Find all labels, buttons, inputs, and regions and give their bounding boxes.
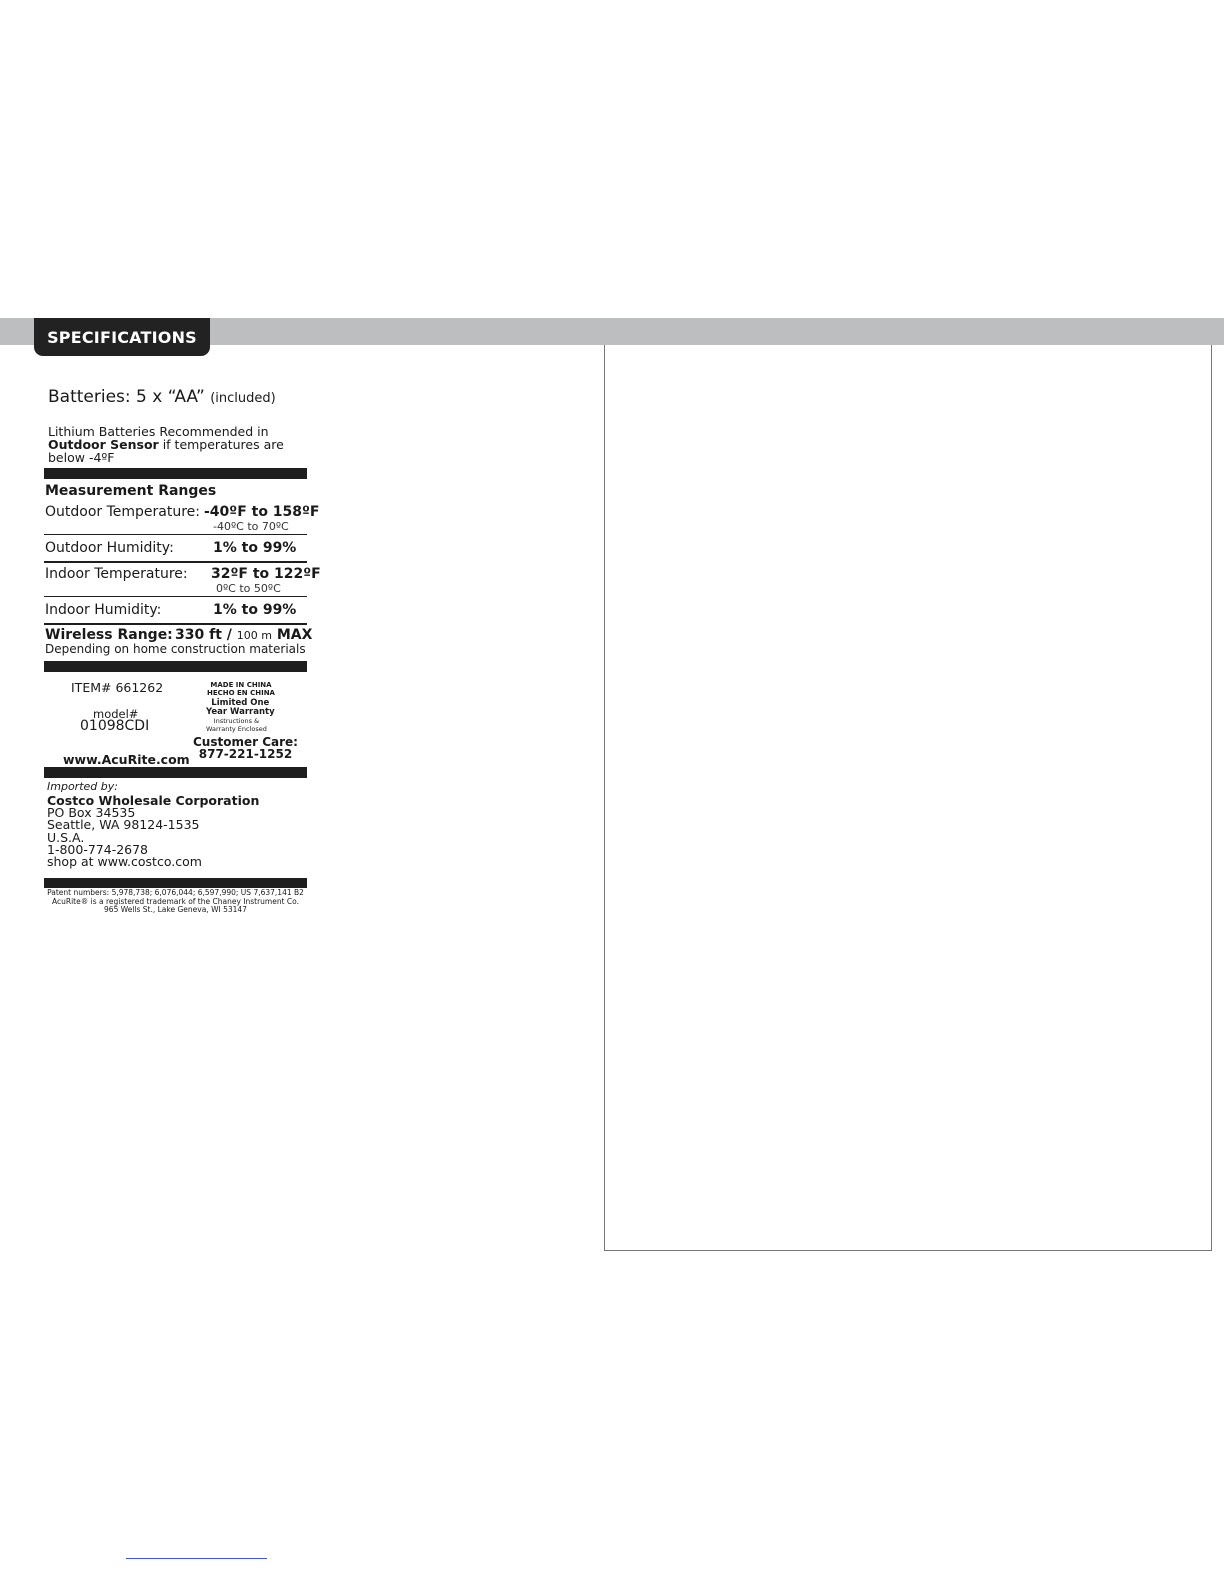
warranty-block (206, 699, 275, 717)
row-rule (44, 623, 307, 625)
trademark-note: AcuRite® is a registered trademark of the Chaney Instrument Co. (52, 896, 299, 906)
footer-link-underline[interactable] (126, 1558, 267, 1559)
outdoor-humidity-value: 1% to 99% (213, 540, 297, 556)
made-in-block (207, 681, 275, 697)
customer-care-block (193, 736, 298, 760)
row-rule (44, 596, 307, 597)
lithium-line-3: below -4ºF (48, 450, 115, 465)
divider-bar (44, 468, 307, 479)
acurite-website[interactable]: www.AcuRite.com (63, 752, 190, 767)
indoor-humidity-label: Indoor Humidity: (45, 602, 162, 618)
wireless-m: 100 m (236, 629, 272, 642)
importer-phone: 1-800-774-2678 (47, 841, 149, 857)
right-panel-frame (604, 345, 1212, 1251)
instructions-line-2: Warranty Enclosed (206, 725, 267, 733)
wireless-value (175, 627, 312, 643)
divider-bar (44, 767, 307, 778)
wireless-max: MAX (276, 627, 313, 643)
divider-bar (44, 661, 307, 672)
batteries-label: Batteries: 5 x “AA” (48, 387, 205, 407)
outdoor-temp-celsius: -40ºC to 70ºC (213, 520, 289, 533)
row-rule (44, 534, 307, 535)
indoor-temp-value: 32ºF to 122ºF (211, 566, 321, 582)
indoor-temp-label: Indoor Temperature: (45, 566, 188, 582)
warranty-line-1: Limited One (211, 698, 270, 708)
imported-by-label: Imported by: (47, 780, 118, 793)
importer-address (47, 795, 259, 868)
lithium-line-2-rest: if temperatures are (158, 437, 284, 452)
importer-city: Seattle, WA 98124-1535 (47, 817, 200, 833)
model-value: 01098CDI (80, 718, 150, 734)
measurement-title: Measurement Ranges (45, 483, 217, 499)
outdoor-temp-label: Outdoor Temperature: (45, 504, 201, 520)
specifications-tab: SPECIFICATIONS (34, 318, 210, 356)
instructions-line-1: Instructions & (213, 717, 260, 725)
outdoor-temp-value: -40ºF to 158ºF (204, 504, 320, 520)
item-number: ITEM# 661262 (71, 680, 164, 695)
importer-company: Costco Wholesale Corporation (47, 793, 260, 808)
wireless-ft: 330 ft / (175, 627, 232, 643)
warranty-line-2: Year Warranty (206, 707, 275, 717)
company-address: 965 Wells St., Lake Geneva, WI 53147 (104, 905, 247, 914)
importer-website: shop at www.costco.com (47, 854, 202, 870)
model-label: model# (93, 707, 139, 721)
instructions-block (206, 717, 267, 733)
wireless-note: Depending on home construction materials (45, 642, 306, 656)
row-rule (44, 561, 307, 563)
patent-numbers: Patent numbers: 5,978,738; 6,076,044; 6,597,990; US 7,637,141 B2 (47, 888, 304, 897)
customer-care-phone: 877-221-1252 (198, 747, 293, 761)
legal-block (44, 889, 307, 915)
importer-country: U.S.A. (47, 829, 85, 845)
lithium-line-1: Lithium Batteries Recommended in (48, 424, 269, 439)
lithium-note (48, 425, 284, 464)
importer-po-box: PO Box 34535 (47, 805, 136, 821)
hecho-en-china: HECHO EN CHINA (207, 689, 275, 697)
wireless-label: Wireless Range: (45, 627, 173, 643)
made-in-china: MADE IN CHINA (210, 681, 272, 689)
indoor-humidity-value: 1% to 99% (213, 602, 297, 618)
divider-bar (44, 878, 307, 888)
customer-care-label: Customer Care: (193, 735, 298, 749)
outdoor-humidity-label: Outdoor Humidity: (45, 540, 174, 556)
indoor-temp-celsius: 0ºC to 50ºC (216, 582, 281, 595)
batteries-note: (included) (210, 391, 276, 406)
batteries-line (48, 387, 276, 407)
outdoor-sensor-bold: Outdoor Sensor (48, 437, 159, 452)
